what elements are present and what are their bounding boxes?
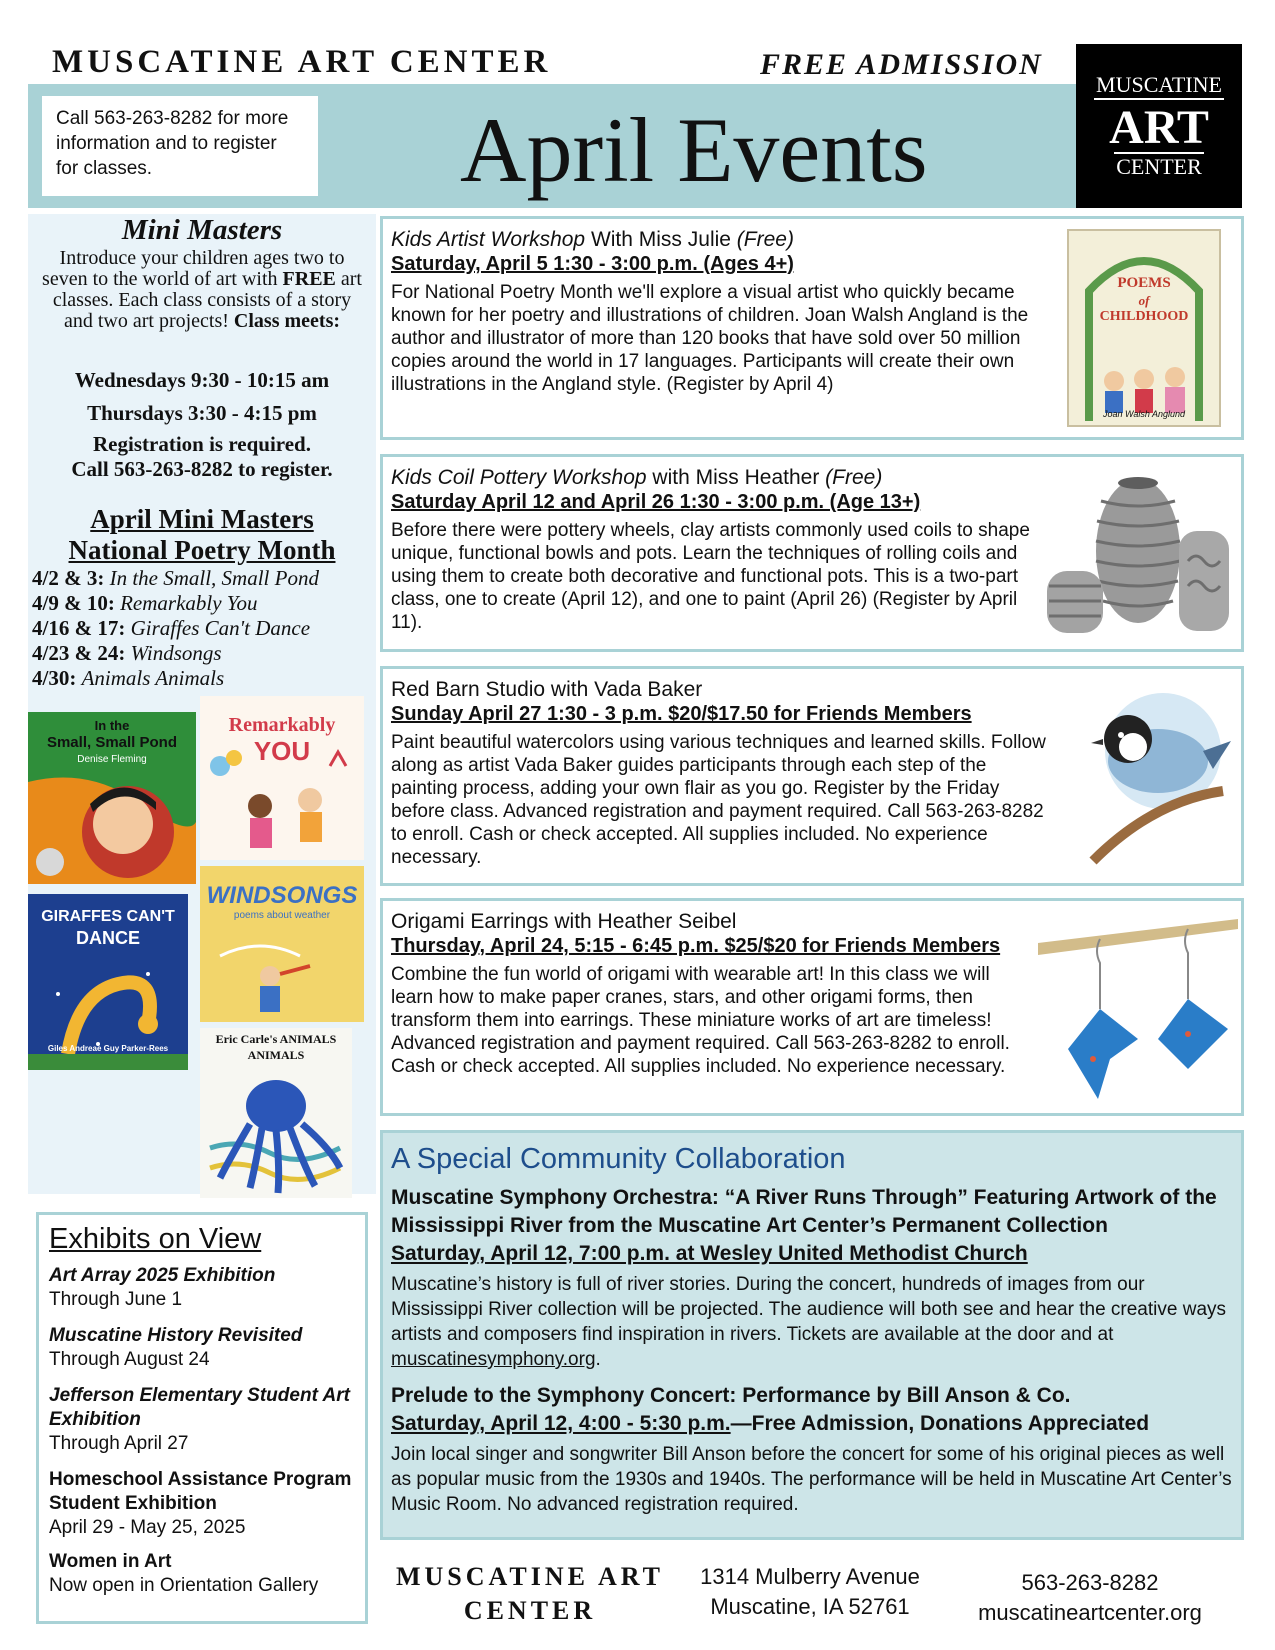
exhibit-item [49,1264,355,1312]
event-date: Saturday, April 5 1:30 - 3:00 p.m. (Ages 4+) [391,253,794,275]
page-title: April Events [460,99,928,201]
registration-required: Registration is required. [93,432,311,456]
symphony-description [391,1272,1233,1372]
schedule-book: Giraffes Can't Dance [130,616,311,640]
event-title-suffix: (Free) [825,466,883,489]
poems-author: Joan Walsh Anglund [1102,409,1186,419]
intro-free: FREE [282,268,336,290]
event-date: Thursday, April 24, 5:15 - 6:45 p.m. $25/$20 for Friends Members [391,935,1001,957]
logo [1076,44,1242,208]
remarkably-line1: Remarkably [228,714,336,736]
exhibit-name: Art Array 2025 Exhibition [49,1265,276,1286]
collaboration-heading: A Special Community Collaboration [391,1143,846,1175]
schedule-date: 4/30: [32,666,77,690]
registration-note [28,432,376,482]
intro-meets: Class meets: [233,310,341,332]
mini-masters-intro [40,248,364,332]
logo-line2: ART [1109,101,1209,154]
exhibit-name: Muscatine History Revisited [49,1325,303,1346]
exhibit-name: Jefferson Elementary Student Art Exhibition [49,1385,350,1430]
schedule-item [32,666,376,691]
remarkably-line2: YOU [253,736,311,766]
watercolor-bird-image [1063,681,1233,871]
time-wednesday: Wednesdays 9:30 - 10:15 am [74,368,330,392]
schedule-item [32,641,376,666]
footer-address-line1: 1314 Mulberry Avenue [700,1564,920,1589]
origami-earrings-image [1038,909,1238,1105]
cover-small-pond [28,712,196,884]
event-title-italic: Kids Coil Pottery Workshop [391,466,647,489]
intro-part-a: Introduce your children ages two to seven to the world of art with [42,247,345,290]
time-thursday: Thursdays 3:30 - 4:15 pm [87,401,317,425]
prelude-date-line [391,1410,1233,1438]
footer-name-line2: CENTER [463,1596,597,1625]
schedule-date: 4/16 & 17: [32,616,126,640]
cover-remarkably-you [200,696,364,860]
exhibits-box [36,1212,368,1624]
exhibit-item [49,1384,355,1456]
footer-phone: 563-263-8282 [1021,1570,1159,1595]
schedule-item [32,616,376,641]
event-title: Origami Earrings with Heather Seibel [391,910,737,933]
event-description: Combine the fun world of origami with wearable art! In this class we will learn how to make paper cranes, stars, and other origami forms, then transform them into earrings. These miniature works of art are timeless! Advanced registration and payment required. Call 563-263-8282 to enroll. Cash or check accepted. All supplies included. No experience necessary. [391,964,1010,1077]
event-date: Sunday April 27 1:30 - 3 p.m. $20/$17.50 for Friends Members [391,703,972,725]
event-title-italic: Kids Artist Workshop [391,228,586,251]
schedule-date: 4/9 & 10: [32,591,115,615]
schedule-book: Remarkably You [120,591,258,615]
event-origami-earrings [380,898,1244,1116]
prelude-date: Saturday, April 12, 4:00 - 5:30 p.m. [391,1412,731,1435]
schedule-title-line2: National Poetry Month [68,535,336,565]
event-red-barn-studio [380,666,1244,886]
poems-of-childhood-cover [1067,229,1221,427]
call-info: Call 563-263-8282 for more information and to register for classes. [42,96,318,196]
logo-line1: MUSCATINE [1094,72,1224,100]
class-times [28,364,376,430]
schedule-item [32,566,376,591]
event-title [391,465,1051,490]
event-kids-coil-pottery [380,454,1244,652]
small-pond-line1: In the [94,718,130,733]
prelude-title: Prelude to the Symphony Concert: Performance by Bill Anson & Co. [391,1384,1071,1407]
giraffes-author: Giles Andreae Guy Parker-Rees [47,1044,169,1053]
symphony-date: Saturday, April 12, 7:00 p.m. at Wesley United Methodist Church [391,1242,1028,1265]
poems-cover-illustration [1069,231,1219,425]
footer-website[interactable]: muscatineartcenter.org [978,1600,1202,1625]
small-pond-author: Denise Fleming [77,754,147,765]
animals-line1: Eric Carle's ANIMALS [215,1032,337,1046]
cover-giraffes [28,894,188,1070]
registration-call: Call 563-263-8282 to register. [71,457,333,481]
schedule-item [32,591,376,616]
animals-line2: ANIMALS [247,1048,305,1062]
poems-line3: CHILDHOOD [1099,309,1189,324]
schedule-title-line1: April Mini Masters [90,504,314,534]
org-name: MUSCATINE ART CENTER [52,44,552,80]
symphony-title: Muscatine Symphony Orchestra: “A River Runs Through” Featuring Artwork of the Mississippi River from the Muscatine Art Center’s Permanent Collection [391,1186,1217,1237]
event-title-rest: With Miss Julie [585,228,737,251]
event-kids-artist-workshop [380,216,1244,440]
exhibit-dates: Through April 27 [49,1433,189,1454]
event-title [391,227,1051,252]
cover-animals [200,1028,352,1198]
symphony-link[interactable]: muscatinesymphony.org [391,1349,596,1370]
schedule-list [32,566,376,691]
footer-org-name [385,1560,675,1628]
exhibit-item [49,1550,355,1598]
footer-address-line2: Muscatine, IA 52761 [710,1594,910,1619]
schedule-title [28,504,376,566]
schedule-book: In the Small, Small Pond [109,566,319,590]
poems-line1: POEMS [1117,275,1171,291]
event-description: For National Poetry Month we'll explore a visual artist who quickly became known for her poetry and illustrations of children. Joan Walsh Angland is the author and illustrator of more than 120 books that have sold over 50 million copies around the world in 17 languages. Participants will create their own illustrations in the Angland style. (Register by April 4) [391,282,1029,395]
poems-line2: of [1138,293,1150,308]
event-title-rest: with Miss Heather [646,466,826,489]
windsongs-sub: poems about weather [233,910,331,921]
symphony-body-end: . [595,1349,601,1370]
symphony-body-text: Muscatine’s history is full of river stories. During the concert, hundreds of images from our Mississippi River collection will be projected. The audience will both see and hear the creative ways artists and composers find inspiration in rivers. Tickets are available at the door and at [391,1274,1227,1345]
exhibit-dates: Now open in Orientation Gallery [49,1575,319,1596]
exhibit-item [49,1324,355,1372]
footer-name-line1: MUSCATINE ART [395,1562,665,1591]
footer-address [690,1562,930,1622]
windsongs-title: WINDSONGS [206,882,358,909]
exhibit-name: Women in Art [49,1551,172,1572]
footer-contact [960,1568,1220,1628]
exhibit-name: Homeschool Assistance Program Student Exhibition [49,1469,352,1514]
coil-pots-image [1043,471,1233,641]
prelude-description: Join local singer and songwriter Bill Anson before the concert for some of his original pieces as well as popular music from the 1930s and 1940s. The performance will be held in Muscatine Art Center’s Music Room. No advanced registration required. [391,1444,1232,1515]
logo-line3: CENTER [1116,154,1202,179]
schedule-date: 4/2 & 3: [32,566,105,590]
exhibit-dates: Through June 1 [49,1289,183,1310]
prelude-admission: —Free Admission, Donations Appreciated [730,1412,1150,1435]
event-description: Before there were pottery wheels, clay artists commonly used coils to shape unique, functional bowls and pots. Learn the techniques of rolling coils and using them to create both decorative and functional pots. This is a two-part class, one to create (April 12), and one to paint (April 26) (Register by April 11). [391,520,1030,633]
event-date: Saturday April 12 and April 26 1:30 - 3:00 p.m. (Age 13+) [391,491,921,513]
small-pond-line2: Small, Small Pond [46,734,178,751]
free-admission: FREE ADMISSION [760,48,1043,81]
exhibit-dates: April 29 - May 25, 2025 [49,1517,246,1538]
exhibit-dates: Through August 24 [49,1349,210,1370]
cover-windsongs [200,866,364,1022]
schedule-book: Animals Animals [81,666,225,690]
event-title-suffix: (Free) [736,228,794,251]
intro-part-b: art classes. Each class consists of a story and two art projects! [52,268,362,332]
event-description: Paint beautiful watercolors using various techniques and learned skills. Follow along as artist Vada Baker guides participants through each step of the painting process, adding your own flair as you go. Register by the Friday before class. Advanced registration and payment required. Call 563-263-8282 to enroll. Cash or check accepted. All supplies included. No experience necessary. [391,732,1046,868]
schedule-book: Windsongs [130,641,222,665]
event-title: Red Barn Studio with Vada Baker [391,678,703,701]
giraffes-line2: DANCE [75,928,140,948]
giraffes-line1: GIRAFFES CAN'T [41,908,175,925]
exhibits-title: Exhibits on View [49,1223,262,1255]
mini-masters-title: Mini Masters [121,214,283,246]
exhibit-item [49,1468,355,1540]
schedule-date: 4/23 & 24: [32,641,126,665]
community-collaboration [380,1130,1244,1540]
